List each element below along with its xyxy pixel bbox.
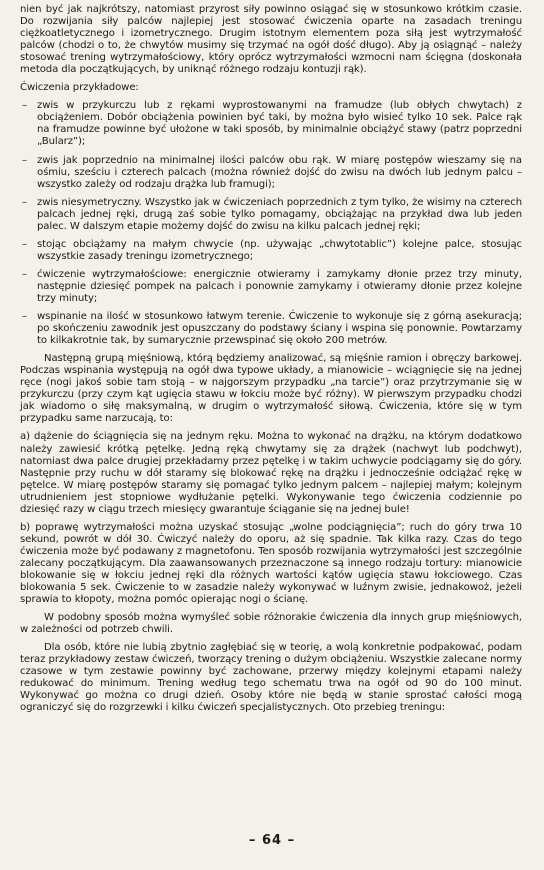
exercise-a-paragraph: a) dążenie do ściągnięcia się na jednym ręku. Można to wykonać na drążku, na którym dodatkowo należy zawiesić krótką pętelkę. Jedną ręką chwytamy się za drążek (nachwyt lub podchwyt), natomiast dwa palce drugiej przekładamy przez pętelkę i w takim uchwycie podciągamy się do góry. Następnie przy ruchu w dół staramy się blokować rękę na drążku i jednocześnie odciążać rękę w pętelce. W miarę postępów staramy się pomagać tylko jednym palcem – najlepiej małym; kolejnym utrudnieniem jest stopniowe wydłużanie pętelki. Wykonywanie tego ćwiczenia codziennie po dziesięć razy w ciągu trzech miesięcy gwarantuje ściąganie się na jednej bule! xyxy=(20,431,522,515)
exercise-item: – zwis jak poprzednio na minimalnej ilości palców obu rąk. W miarę postępów wieszamy się na ośmiu, sześciu i czterech palcach (można również dojść do zwisu na dwóch lub jednym palcu – wszystko zależy od rodzaju drążka lub framugi); xyxy=(20,155,522,191)
exercise-item: – zwis w przykurczu lub z rękami wyprostowanymi na framudze (lub obłych chwytach) z obciążeniem. Dobór obciążenia powinien być taki, by można było wisieć tylko 10 sek. Palce rąk na framudze powinne być ułożone w taki sposób, by minimalnie obciążyć stawy (patrz poprzedni „Bularz”); xyxy=(20,100,522,148)
exercise-item: – zwis niesymetryczny. Wszystko jak w ćwiczeniach poprzednich z tym tylko, że wisimy na czterech palcach jednej ręki, drugą zaś sobie tylko pomagamy, obciążając na przykład dwa lub jeden palec. W dalszym etapie możemy dojść do zwisu na kilku palcach jednej ręki; xyxy=(20,197,522,233)
exercise-item: – ćwiczenie wytrzymałościowe: energicznie otwieramy i zamykamy dłonie przez trzy minuty, następnie dziesięć pompek na palcach i ponownie zamykamy i otwieramy dłonie przez kolejne trzy minuty; xyxy=(20,269,522,305)
exercise-b-paragraph: b) poprawę wytrzymałości można uzyskać stosując „wolne podciągnięcia”; ruch do góry trwa 10 sekund, powrót w dół 30. Ćwiczyć należy do oporu, aż się spadnie. Tak kilka razy. Czas do tego ćwiczenia może być podawany z magnetofonu. Ten sposób rozwijania wytrzymałości jest szczególnie zalecany początkującym. Dla zaawansowanych przeznaczone są innego rodzaju tortury: mianowicie blokowanie się w łokciu jednej ręki dla różnych wartości kątów ugięcia stawu łokciowego. Czas blokowania 5 sek. Ćwiczenie to w zasadzie należy wykonywać w luźnym zwisie, jednakowoż, jeżeli sprawia to kłopoty, można pomóc opierając nogi o ścianę. xyxy=(20,521,522,606)
body-paragraph: Następną grupą mięśniową, którą będziemy analizować, są mięśnie ramion i obręczy barkowej. Podczas wspinania występują na ogół dwa typowe układy, a mianowicie – wciągnięcie się na jednej ręce (nogi jakoś sobie tam stoją – w najgorszym przypadku „na tarcie”) oraz przytrzymanie się w przykurczu (przy czym kąt ugięcia stawu w łokciu może być różny). W pierwszym przypadku chodzi jak wiadomo o siłę maksymalną, w drugim o wytrzymałość siłową. Ćwiczenia, które się w tym przypadku same narzucają, to: xyxy=(20,353,522,425)
page-body xyxy=(20,4,522,714)
exercise-item: – stojąc obciążamy na małym chwycie (np. używając „chwytotablic”) kolejne palce, stosując wszystkie zasady treningu izometrycznego; xyxy=(20,239,522,263)
intro-paragraph: nien być jak najkrótszy, natomiast przyrost siły powinno osiągać się w stosunkowo krótkim czasie. Do rozwijania siły palców najlepiej jest stosować ćwiczenia oparte na zasadach treningu ciężkoatletycznego i izometrycznego. Drugim istotnym elementem poza siłą jest wytrzymałość palców (chodzi o to, że chwytów musimy się trzymać na ogół dość długo). Aby ją osiągnąć – należy stosować trening wytrzymałościowy, który oprócz wytrzymałości wzmocni nam ścięgna (doskonała metoda dla początkujących, by uniknąć różnego rodzaju kontuzji rąk). xyxy=(20,4,522,76)
examples-heading: Ćwiczenia przykładowe: xyxy=(20,82,139,94)
exercise-item: – wspinanie na ilość w stosunkowo łatwym terenie. Ćwiczenie to wykonuje się z górną asekuracją; po skończeniu zawodnik jest opuszczany do podstawy ściany i wspina się ponownie. Powtarzamy to kilkakrotnie tak, by sumarycznie przewspinać się około 200 metrów. xyxy=(20,311,522,347)
body-paragraph: Dla osób, które nie lubią zbytnio zagłębiać się w teorię, a wolą konkretnie podpakować, podam teraz przykładowy zestaw ćwiczeń, tworzący trening o dużym obciążeniu. Wszystkie zalecane normy czasowe w tym zestawie powinny być zachowane, przerwy między kolejnymi etapami należy redukować do minimum. Trening według tego schematu trwa na ogół od 90 do 100 minut. Wykonywać go można co drugi dzień. Osoby które nie będą w stanie sprostać całości mogą ograniczyć się do rozgrzewki i kilku ćwiczeń specjalistycznych. Oto przebieg treningu: xyxy=(20,642,522,714)
body-paragraph: W podobny sposób można wymyśleć sobie różnorakie ćwiczenia dla innych grup mięśniowych, w zależności od potrzeb chwili. xyxy=(20,612,522,636)
page-number: – 64 – xyxy=(248,833,296,848)
